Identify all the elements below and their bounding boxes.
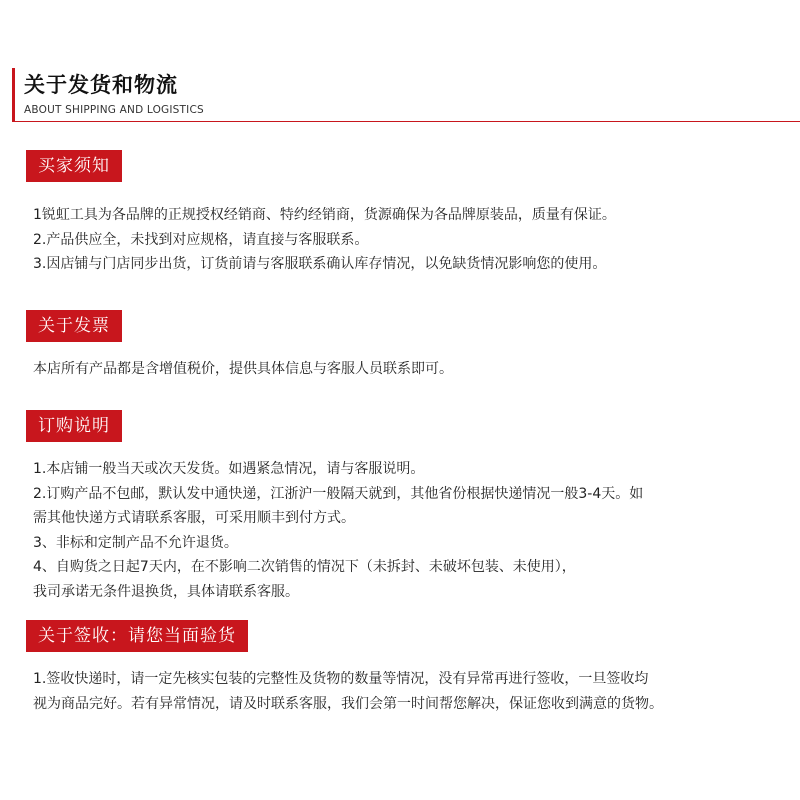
text-line: 本店所有产品都是含增值税价，提供具体信息与客服人员联系即可。 <box>33 361 453 377</box>
text-line: 需其他快递方式请联系客服，可采用顺丰到付方式。 <box>33 510 355 526</box>
section-label-invoice: 关于发票 <box>26 310 122 342</box>
page-subtitle: ABOUT SHIPPING AND LOGISTICS <box>24 104 204 116</box>
section-body-invoice <box>33 357 773 382</box>
section-body-signing <box>33 667 773 716</box>
page-header <box>0 68 800 124</box>
text-line: 3.因店铺与门店同步出货，订货前请与客服联系确认库存情况，以免缺货情况影响您的使用。 <box>33 256 607 272</box>
text-line: 4、自购货之日起7天内，在不影响二次销售的情况下（未拆封、未破坏包装、未使用）， <box>33 559 576 575</box>
header-divider <box>12 121 800 122</box>
section-label-ordering: 订购说明 <box>26 410 122 442</box>
section-body-buyer-notice <box>33 203 773 277</box>
text-line: 1.本店铺一般当天或次天发货。如遇紧急情况，请与客服说明。 <box>33 461 425 477</box>
text-line: 2.产品供应全，未找到对应规格，请直接与客服联系。 <box>33 231 369 248</box>
text-line: 视为商品完好。若有异常情况，请及时联系客服，我们会第一时间帮您解决，保证您收到满意的货物。 <box>33 695 663 712</box>
text-line: 1.签收快递时，请一定先核实包装的完整性及货物的数量等情况，没有异常再进行签收，一旦签收均 <box>33 671 649 687</box>
text-line: 1锐虹工具为各品牌的正规授权经销商、特约经销商，货源确保为各品牌原装品，质量有保证。 <box>33 207 616 223</box>
section-body-ordering <box>33 457 773 604</box>
text-line: 2.订购产品不包邮，默认发中通快递，江浙沪一般隔天就到，其他省份根据快递情况一般3-4天。如 <box>33 485 644 502</box>
page-title: 关于发货和物流 <box>24 73 178 97</box>
text-line: 我司承诺无条件退换货，具体请联系客服。 <box>33 583 299 600</box>
header-accent-bar <box>12 68 15 122</box>
section-label-signing: 关于签收：请您当面验货 <box>26 620 248 652</box>
text-line: 3、非标和定制产品不允许退货。 <box>33 534 238 551</box>
section-label-buyer-notice: 买家须知 <box>26 150 122 182</box>
